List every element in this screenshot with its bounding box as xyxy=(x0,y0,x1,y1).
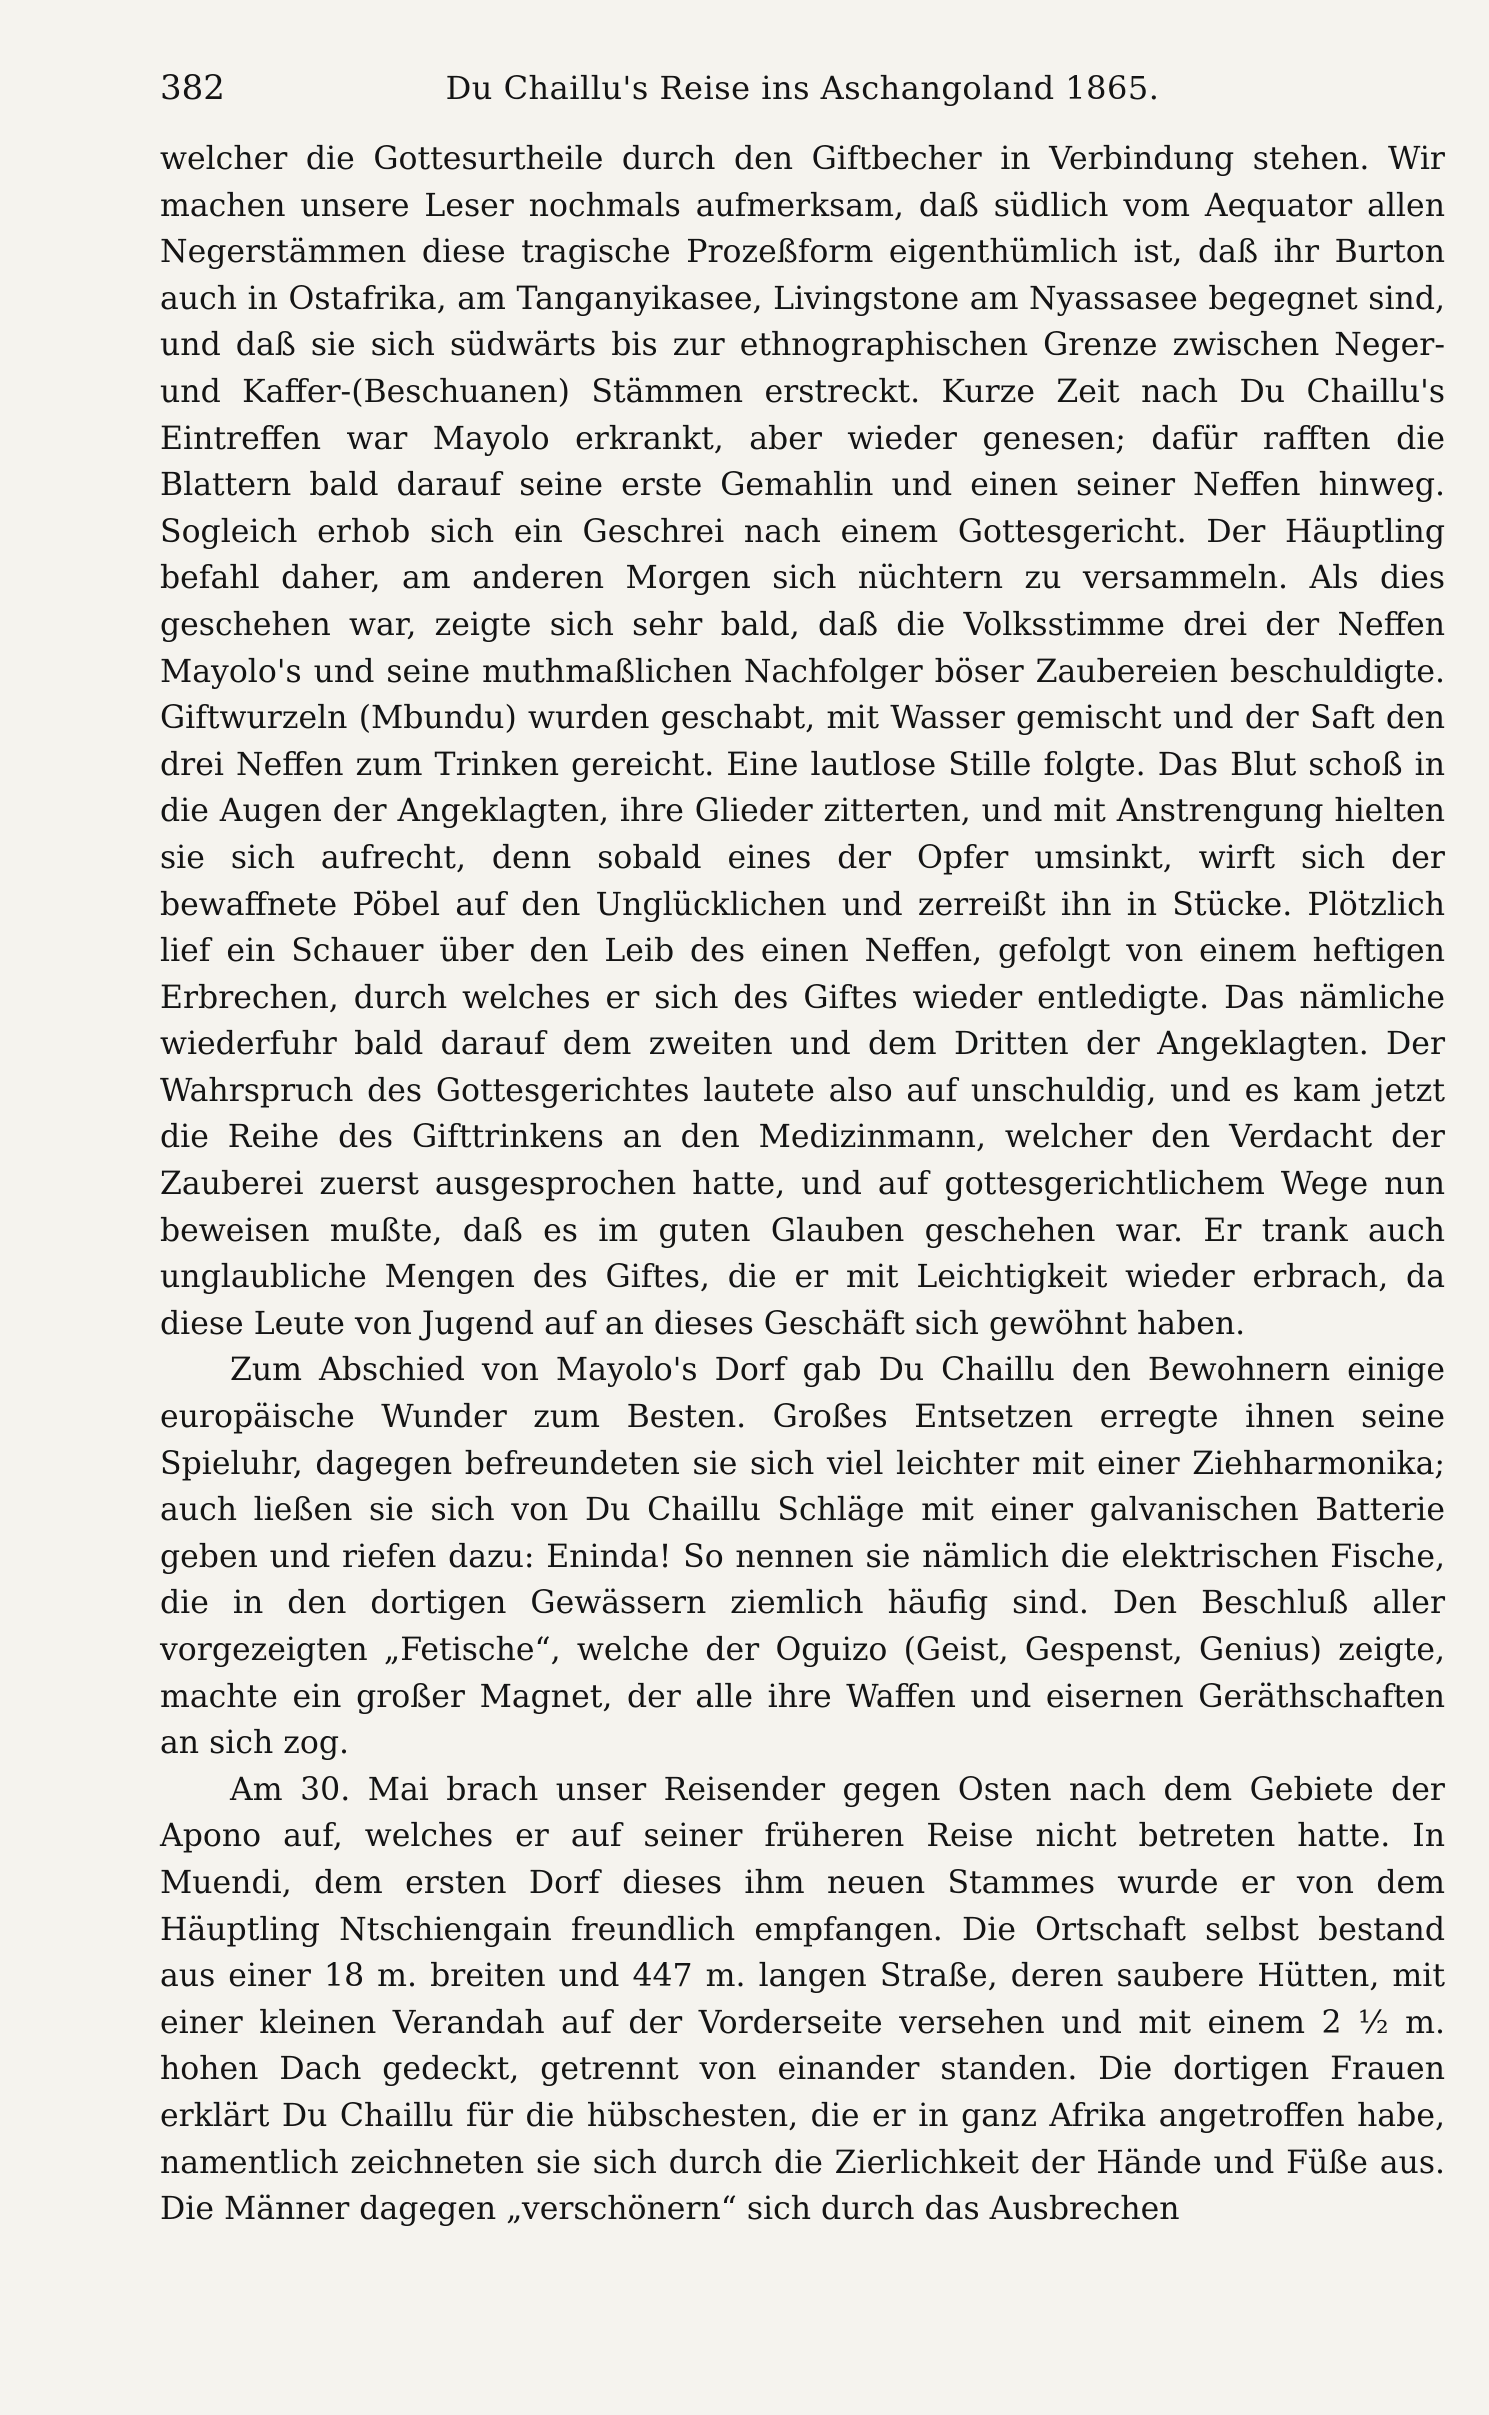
book-page xyxy=(160,62,1445,2233)
running-title: Du Chaillu's Reise ins Aschangoland 1865. xyxy=(445,69,1160,107)
page-header xyxy=(160,62,1445,114)
page-number: 382 xyxy=(160,68,225,108)
paragraph-3: Am 30. Mai brach unser Reisender gegen Osten nach dem Gebiete der Apono auf, welches er auf seiner früheren Reise nicht betreten hatte. In Muendi, dem ersten Dorf dieses ihm neuen Stammes wurde er von dem Häuptling Ntschiengain freundlich empfangen. Die Ortschaft selbst bestand aus einer 18 m. breiten und 447 m. langen Straße, deren saubere Hütten, mit einer kleinen Verandah auf der Vorderseite versehen und mit einem 2 ½ m. hohen Dach gedeckt, getrennt von einander standen. Die dortigen Frauen erklärt Du Chaillu für die hübschesten, die er in ganz Afrika angetroffen habe, namentlich zeichneten sie sich durch die Zierlichkeit der Hände und Füße aus. Die Männer dagegen „verschönern“ sich durch das Ausbrechen xyxy=(160,1771,1445,2228)
body-text xyxy=(160,136,1445,2233)
paragraph-1: welcher die Gottesurtheile durch den Giftbecher in Verbindung stehen. Wir machen unsere Leser nochmals aufmerksam, daß südlich vom Aequator allen Negerstämmen diese tragische Prozeßform eigenthümlich ist, daß ihr Burton auch in Ostafrika, am Tanganyikasee, Livingstone am Nyassasee begegnet sind, und daß sie sich südwärts bis zur ethnographischen Grenze zwischen Neger- und Kaffer-(Beschuanen) Stämmen erstreckt. Kurze Zeit nach Du Chaillu's Eintreffen war Mayolo erkrankt, aber wieder genesen; dafür rafften die Blattern bald darauf seine erste Gemahlin und einen seiner Neffen hinweg. Sogleich erhob sich ein Geschrei nach einem Gottesgericht. Der Häuptling befahl daher, am anderen Morgen sich nüchtern zu versammeln. Als dies geschehen war, zeigte sich sehr bald, daß die Volksstimme drei der Neffen Mayolo's und seine muthmaßlichen Nachfolger böser Zaubereien beschuldigte. Giftwurzeln (Mbundu) wurden geschabt, mit Wasser gemischt und der Saft den drei Neffen zum Trinken gereicht. Eine lautlose Stille folgte. Das Blut schoß in die Augen der Angeklagten, ihre Glieder zitterten, und mit Anstrengung hielten sie sich aufrecht, denn sobald eines der Opfer umsinkt, wirft sich der bewaffnete Pöbel auf den Unglücklichen und zerreißt ihn in Stücke. Plötzlich lief ein Schauer über den Leib des einen Neffen, gefolgt von einem heftigen Erbrechen, durch welches er sich des Giftes wieder entledigte. Das nämliche wiederfuhr bald darauf dem zweiten und dem Dritten der Angeklagten. Der Wahrspruch des Gottesgerichtes lautete also auf unschuldig, und es kam jetzt die Reihe des Gifttrinkens an den Medizinmann, welcher den Verdacht der Zauberei zuerst ausgesprochen hatte, und auf gottesgerichtlichem Wege nun beweisen mußte, daß es im guten Glauben geschehen war. Er trank auch unglaubliche Mengen des Giftes, die er mit Leichtigkeit wieder erbrach, da diese Leute von Jugend auf an dieses Geschäft sich gewöhnt haben. xyxy=(160,141,1445,1342)
paragraph-2: Zum Abschied von Mayolo's Dorf gab Du Chaillu den Bewohnern einige europäische Wunder zum Besten. Großes Entsetzen erregte ihnen seine Spieluhr, dagegen befreundeten sie sich viel leichter mit einer Ziehharmonika; auch ließen sie sich von Du Chaillu Schläge mit einer galvanischen Batterie geben und riefen dazu: Eninda! So nennen sie nämlich die elektrischen Fische, die in den dortigen Gewässern ziemlich häufig sind. Den Beschluß aller vorgezeigten „Fetische“, welche der Oguizo (Geist, Gespenst, Genius) zeigte, machte ein großer Magnet, der alle ihre Waffen und eisernen Geräthschaften an sich zog. xyxy=(160,1352,1445,1762)
